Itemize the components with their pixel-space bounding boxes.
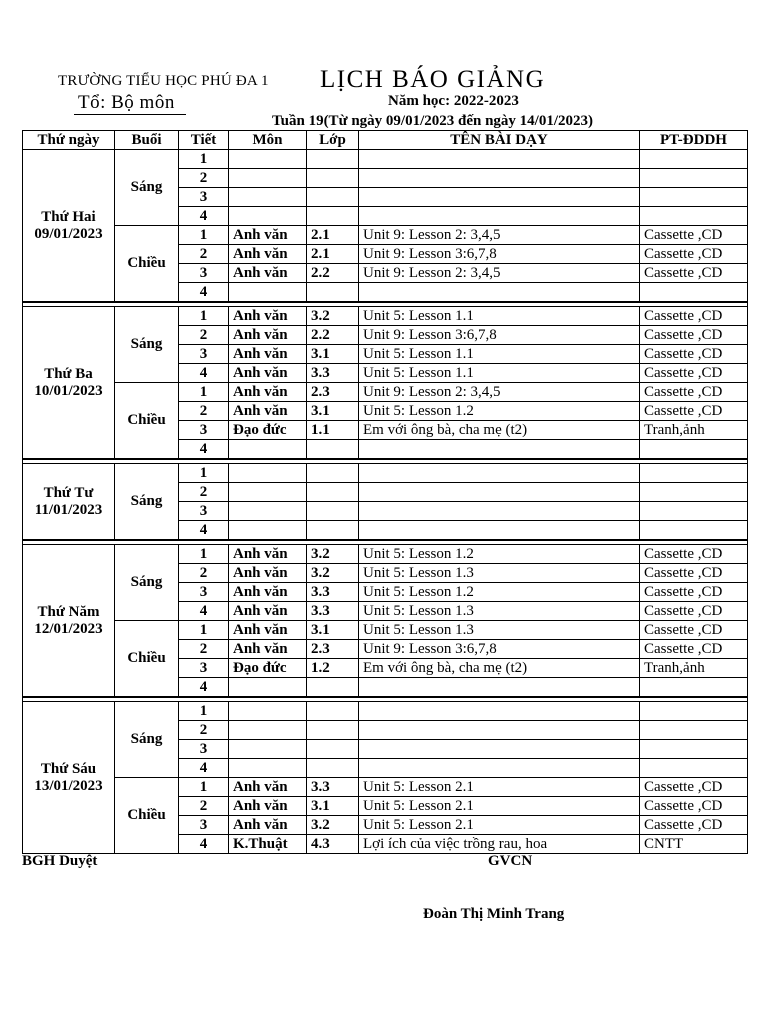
class-cell: 3.3 [307,583,359,602]
period-cell: 1 [179,545,229,564]
subject-cell [229,678,307,698]
class-cell [307,502,359,521]
period-cell: 2 [179,483,229,502]
class-cell: 4.3 [307,835,359,854]
period-cell: 3 [179,816,229,835]
lesson-cell: Unit 9: Lesson 2: 3,4,5 [359,264,640,283]
session-cell: Sáng [115,702,179,778]
session-cell: Sáng [115,307,179,383]
lesson-cell [359,207,640,226]
period-cell: 2 [179,326,229,345]
period-cell: 2 [179,245,229,264]
subject-cell: Anh văn [229,307,307,326]
period-cell: 4 [179,440,229,460]
class-cell [307,759,359,778]
lesson-cell: Unit 5: Lesson 1.1 [359,307,640,326]
subject-cell: Anh văn [229,602,307,621]
school-year: Năm học: 2022-2023 [388,93,519,109]
period-cell: 4 [179,283,229,303]
lesson-cell [359,759,640,778]
period-cell: 4 [179,602,229,621]
equipment-cell [640,678,748,698]
equipment-cell: Cassette ,CD [640,797,748,816]
day-date: 09/01/2023 [34,225,103,242]
equipment-cell: Cassette ,CD [640,264,748,283]
equipment-cell [640,150,748,169]
subject-cell [229,483,307,502]
class-cell: 1.1 [307,421,359,440]
day-cell [23,150,115,303]
equipment-cell [640,759,748,778]
session-cell: Chiều [115,226,179,303]
lesson-cell: Unit 5: Lesson 2.1 [359,816,640,835]
equipment-cell: Cassette ,CD [640,602,748,621]
lesson-cell [359,678,640,698]
class-cell: 3.2 [307,816,359,835]
lesson-cell [359,721,640,740]
equipment-cell: Cassette ,CD [640,583,748,602]
lesson-cell [359,740,640,759]
subject-cell: Anh văn [229,402,307,421]
lesson-cell [359,702,640,721]
period-cell: 3 [179,188,229,207]
lesson-cell [359,502,640,521]
day-cell [23,702,115,854]
subject-cell [229,207,307,226]
subject-cell: Anh văn [229,264,307,283]
schedule-table [22,130,748,854]
lesson-cell [359,483,640,502]
subject-cell: Anh văn [229,816,307,835]
class-cell [307,283,359,303]
class-cell: 3.3 [307,778,359,797]
equipment-cell: Cassette ,CD [640,621,748,640]
period-cell: 2 [179,721,229,740]
subject-cell: K.Thuật [229,835,307,854]
subject-cell [229,502,307,521]
lesson-cell [359,464,640,483]
col-header-equipment: PT-ĐDDH [640,131,748,150]
subject-cell: Anh văn [229,797,307,816]
subject-cell [229,440,307,460]
group-underline [74,114,186,115]
subject-cell [229,521,307,541]
equipment-cell: Cassette ,CD [640,326,748,345]
table-row [23,383,748,402]
session-cell: Sáng [115,545,179,621]
class-cell [307,483,359,502]
col-header-session: Buổi [115,131,179,150]
class-cell [307,150,359,169]
session-cell: Chiều [115,383,179,460]
table-row [23,464,748,483]
school-name: TRƯỜNG TIỂU HỌC PHÚ ĐA 1 [58,73,269,89]
subject-cell [229,702,307,721]
lesson-cell: Unit 9: Lesson 2: 3,4,5 [359,226,640,245]
lesson-cell [359,521,640,541]
period-cell: 3 [179,583,229,602]
period-cell: 4 [179,207,229,226]
equipment-cell: Cassette ,CD [640,307,748,326]
subject-cell [229,150,307,169]
lesson-cell: Unit 5: Lesson 1.2 [359,583,640,602]
lesson-cell: Unit 5: Lesson 1.3 [359,621,640,640]
class-cell: 3.2 [307,564,359,583]
equipment-cell [640,464,748,483]
day-name: Thứ Ba [44,365,93,382]
period-cell: 3 [179,264,229,283]
class-cell: 3.1 [307,621,359,640]
period-cell: 4 [179,678,229,698]
period-cell: 1 [179,150,229,169]
lesson-cell: Unit 5: Lesson 1.1 [359,345,640,364]
class-cell [307,740,359,759]
subject-cell [229,759,307,778]
subject-cell [229,283,307,303]
group-name: Tổ: Bộ môn [78,92,175,113]
lesson-cell: Unit 9: Lesson 3:6,7,8 [359,640,640,659]
period-cell: 3 [179,502,229,521]
header-row [23,131,748,150]
class-cell: 2.2 [307,264,359,283]
subject-cell: Anh văn [229,778,307,797]
day-name: Thứ Năm [37,603,100,620]
day-date: 11/01/2023 [34,501,103,518]
subject-cell: Đạo đức [229,421,307,440]
period-cell: 4 [179,835,229,854]
col-header-subject: Môn [229,131,307,150]
equipment-cell: Cassette ,CD [640,816,748,835]
subject-cell [229,464,307,483]
session-cell: Chiều [115,621,179,698]
class-cell: 2.1 [307,226,359,245]
subject-cell: Anh văn [229,226,307,245]
class-cell [307,678,359,698]
period-cell: 1 [179,307,229,326]
day-date: 13/01/2023 [34,777,103,794]
day-cell [23,464,115,541]
period-cell: 1 [179,778,229,797]
class-cell: 3.3 [307,364,359,383]
lesson-cell: Unit 9: Lesson 3:6,7,8 [359,326,640,345]
subject-cell: Anh văn [229,640,307,659]
equipment-cell: Cassette ,CD [640,640,748,659]
subject-cell: Anh văn [229,621,307,640]
subject-cell: Anh văn [229,583,307,602]
equipment-cell: Cassette ,CD [640,545,748,564]
period-cell: 2 [179,797,229,816]
class-cell: 3.3 [307,602,359,621]
equipment-cell: Cassette ,CD [640,778,748,797]
schedule-body [23,150,748,854]
class-cell: 3.2 [307,545,359,564]
table-row [23,226,748,245]
lesson-cell: Unit 5: Lesson 2.1 [359,778,640,797]
day-cell [23,545,115,698]
approval-label: BGH Duyệt [22,853,98,869]
subject-cell [229,169,307,188]
period-cell: 4 [179,521,229,541]
subject-cell: Anh văn [229,383,307,402]
period-cell: 1 [179,383,229,402]
lesson-cell: Unit 5: Lesson 1.2 [359,402,640,421]
class-cell [307,464,359,483]
subject-cell [229,721,307,740]
class-cell: 1.2 [307,659,359,678]
lesson-cell [359,283,640,303]
equipment-cell [640,502,748,521]
day-date: 10/01/2023 [34,382,103,399]
day-name: Thứ Sáu [40,760,97,777]
equipment-cell: Tranh,ảnh [640,659,748,678]
day-date: 12/01/2023 [34,620,103,637]
subject-cell: Anh văn [229,345,307,364]
col-header-day: Thứ ngày [23,131,115,150]
table-row [23,621,748,640]
period-cell: 4 [179,759,229,778]
equipment-cell [640,283,748,303]
equipment-cell [640,188,748,207]
table-row [23,150,748,169]
teacher-label: GVCN [488,853,533,869]
equipment-cell: Cassette ,CD [640,245,748,264]
lesson-cell [359,440,640,460]
week-range: Tuần 19(Từ ngày 09/01/2023 đến ngày 14/01/2023) [272,113,594,129]
day-cell [23,307,115,460]
class-cell: 2.1 [307,245,359,264]
subject-cell: Anh văn [229,245,307,264]
lesson-cell [359,188,640,207]
col-header-period: Tiết [179,131,229,150]
page-title: LỊCH BÁO GIẢNG [320,66,546,93]
table-row [23,778,748,797]
period-cell: 2 [179,402,229,421]
equipment-cell: Cassette ,CD [640,383,748,402]
subject-cell: Anh văn [229,326,307,345]
period-cell: 4 [179,364,229,383]
period-cell: 1 [179,464,229,483]
class-cell [307,440,359,460]
day-name: Thứ Tư [43,484,94,501]
class-cell: 2.3 [307,640,359,659]
subject-cell: Anh văn [229,545,307,564]
class-cell: 3.1 [307,797,359,816]
subject-cell [229,188,307,207]
class-cell: 2.3 [307,383,359,402]
equipment-cell [640,169,748,188]
lesson-cell: Em với ông bà, cha mẹ (t2) [359,659,640,678]
equipment-cell: Cassette ,CD [640,564,748,583]
lesson-cell [359,169,640,188]
table-row [23,545,748,564]
class-cell [307,721,359,740]
equipment-cell: Cassette ,CD [640,345,748,364]
lesson-cell: Unit 9: Lesson 2: 3,4,5 [359,383,640,402]
table-row [23,307,748,326]
subject-cell: Anh văn [229,564,307,583]
session-cell: Sáng [115,150,179,226]
equipment-cell [640,483,748,502]
lesson-cell: Unit 5: Lesson 1.2 [359,545,640,564]
equipment-cell [640,521,748,541]
col-header-class: Lớp [307,131,359,150]
period-cell: 1 [179,702,229,721]
period-cell: 3 [179,421,229,440]
lesson-cell: Em với ông bà, cha mẹ (t2) [359,421,640,440]
equipment-cell: Tranh,ảnh [640,421,748,440]
lesson-cell: Lợi ích của việc trồng rau, hoa [359,835,640,854]
period-cell: 3 [179,659,229,678]
signer-name: Đoàn Thị Minh Trang [423,906,565,922]
class-cell [307,207,359,226]
class-cell: 3.1 [307,402,359,421]
session-cell: Chiều [115,778,179,854]
period-cell: 2 [179,640,229,659]
period-cell: 3 [179,345,229,364]
equipment-cell [640,721,748,740]
class-cell [307,521,359,541]
lesson-cell [359,150,640,169]
period-cell: 3 [179,740,229,759]
lesson-cell: Unit 5: Lesson 1.3 [359,564,640,583]
lesson-cell: Unit 9: Lesson 3:6,7,8 [359,245,640,264]
table-row [23,702,748,721]
day-name: Thứ Hai [41,208,96,225]
col-header-lesson: TÊN BÀI DẠY [359,131,640,150]
lesson-cell: Unit 5: Lesson 2.1 [359,797,640,816]
lesson-cell: Unit 5: Lesson 1.1 [359,364,640,383]
equipment-cell: Cassette ,CD [640,226,748,245]
equipment-cell [640,702,748,721]
class-cell [307,188,359,207]
class-cell [307,169,359,188]
equipment-cell: CNTT [640,835,748,854]
class-cell: 3.1 [307,345,359,364]
session-cell: Sáng [115,464,179,541]
period-cell: 2 [179,169,229,188]
lesson-cell: Unit 5: Lesson 1.3 [359,602,640,621]
equipment-cell [640,207,748,226]
subject-cell [229,740,307,759]
equipment-cell [640,740,748,759]
period-cell: 1 [179,621,229,640]
period-cell: 1 [179,226,229,245]
equipment-cell: Cassette ,CD [640,402,748,421]
subject-cell: Đạo đức [229,659,307,678]
period-cell: 2 [179,564,229,583]
class-cell: 2.2 [307,326,359,345]
equipment-cell [640,440,748,460]
subject-cell: Anh văn [229,364,307,383]
class-cell: 3.2 [307,307,359,326]
class-cell [307,702,359,721]
equipment-cell: Cassette ,CD [640,364,748,383]
